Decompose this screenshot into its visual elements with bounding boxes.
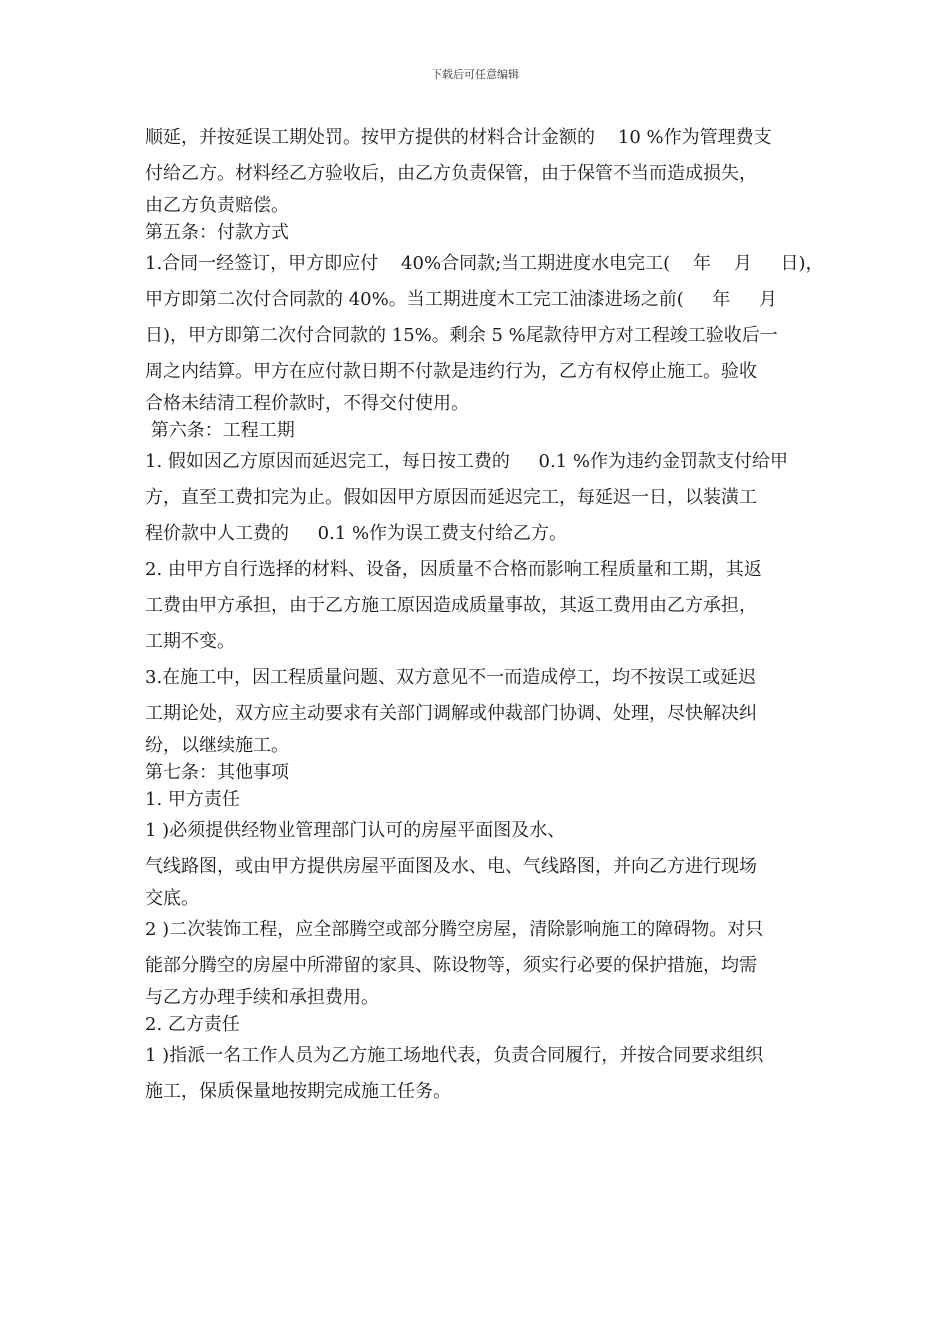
text-line: 付给乙方。材料经乙方验收后，由乙方负责保管，由于保管不当而造成损失， xyxy=(145,163,757,184)
text-line: 纷，以继续施工。 xyxy=(145,735,289,756)
text-line: 3.在施工中，因工程质量问题、双方意见不一而造成停工，均不按误工或延迟 xyxy=(145,667,757,688)
text-line: 方，直至工费扣完为止。假如因甲方原因而延迟完工，每延迟一日，以装潢工 xyxy=(145,487,757,508)
text-line: 1. 假如因乙方原因而延迟完工，每日按工费的 0.1 %作为违约金罚款支付给甲 xyxy=(145,451,788,472)
text-line: 工期不变。 xyxy=(145,631,235,652)
text-line: 能部分腾空的房屋中所滞留的家具、陈设物等，须实行必要的保护措施，均需 xyxy=(145,955,757,976)
subsection-heading: 1. 甲方责任 xyxy=(145,789,240,810)
text-line: 工期论处，双方应主动要求有关部门调解或仲裁部门协调、处理，尽快解决纠 xyxy=(145,703,757,724)
section-heading: 第七条：其他事项 xyxy=(145,762,289,783)
section-heading: 第六条：工程工期 xyxy=(145,420,295,441)
page-header: 下载后可任意编辑 xyxy=(431,68,519,81)
section-heading: 第五条：付款方式 xyxy=(145,222,289,243)
text-line: 日)，甲方即第二次付合同款的 15%。剩余 5 %尾款待甲方对工程竣工验收后一 xyxy=(145,325,778,346)
subsection-heading: 2. 乙方责任 xyxy=(145,1014,240,1035)
text-line: 工费由甲方承担，由于乙方施工原因造成质量事故，其返工费用由乙方承担， xyxy=(145,595,757,616)
text-line: 由乙方负责赔偿。 xyxy=(145,195,289,216)
text-line: 周之内结算。甲方在应付款日期不付款是违约行为，乙方有权停止施工。验收 xyxy=(145,361,757,382)
text-line: 气线路图，或由甲方提供房屋平面图及水、电、气线路图，并向乙方进行现场 xyxy=(145,856,757,877)
text-line: 合格未结清工程价款时，不得交付使用。 xyxy=(145,393,469,414)
text-line: 1.合同一经签订，甲方即应付 40%合同款;当工期进度水电完工( 年 月 日)， xyxy=(145,253,824,274)
text-line: 顺延，并按延误工期处罚。按甲方提供的材料合计金额的 10 %作为管理费支 xyxy=(145,127,772,148)
text-line: 1 )必须提供经物业管理部门认可的房屋平面图及水、 xyxy=(145,820,566,841)
text-line: 2. 由甲方自行选择的材料、设备，因质量不合格而影响工程质量和工期，其返 xyxy=(145,559,762,580)
text-line: 2 )二次装饰工程，应全部腾空或部分腾空房屋，清除影响施工的障碍物。对只 xyxy=(145,919,764,940)
text-line: 1 )指派一名工作人员为乙方施工场地代表，负责合同履行，并按合同要求组织 xyxy=(145,1045,764,1066)
document-body xyxy=(145,120,824,1110)
text-line: 施工，保质保量地按期完成施工任务。 xyxy=(145,1081,451,1102)
text-line: 交底。 xyxy=(145,888,199,909)
text-line: 甲方即第二次付合同款的 40%。当工期进度木工完工油漆进场之前( 年 月 xyxy=(145,289,777,310)
text-line: 与乙方办理手续和承担费用。 xyxy=(145,987,379,1008)
text-line: 程价款中人工费的 0.1 %作为误工费支付给乙方。 xyxy=(145,523,568,544)
